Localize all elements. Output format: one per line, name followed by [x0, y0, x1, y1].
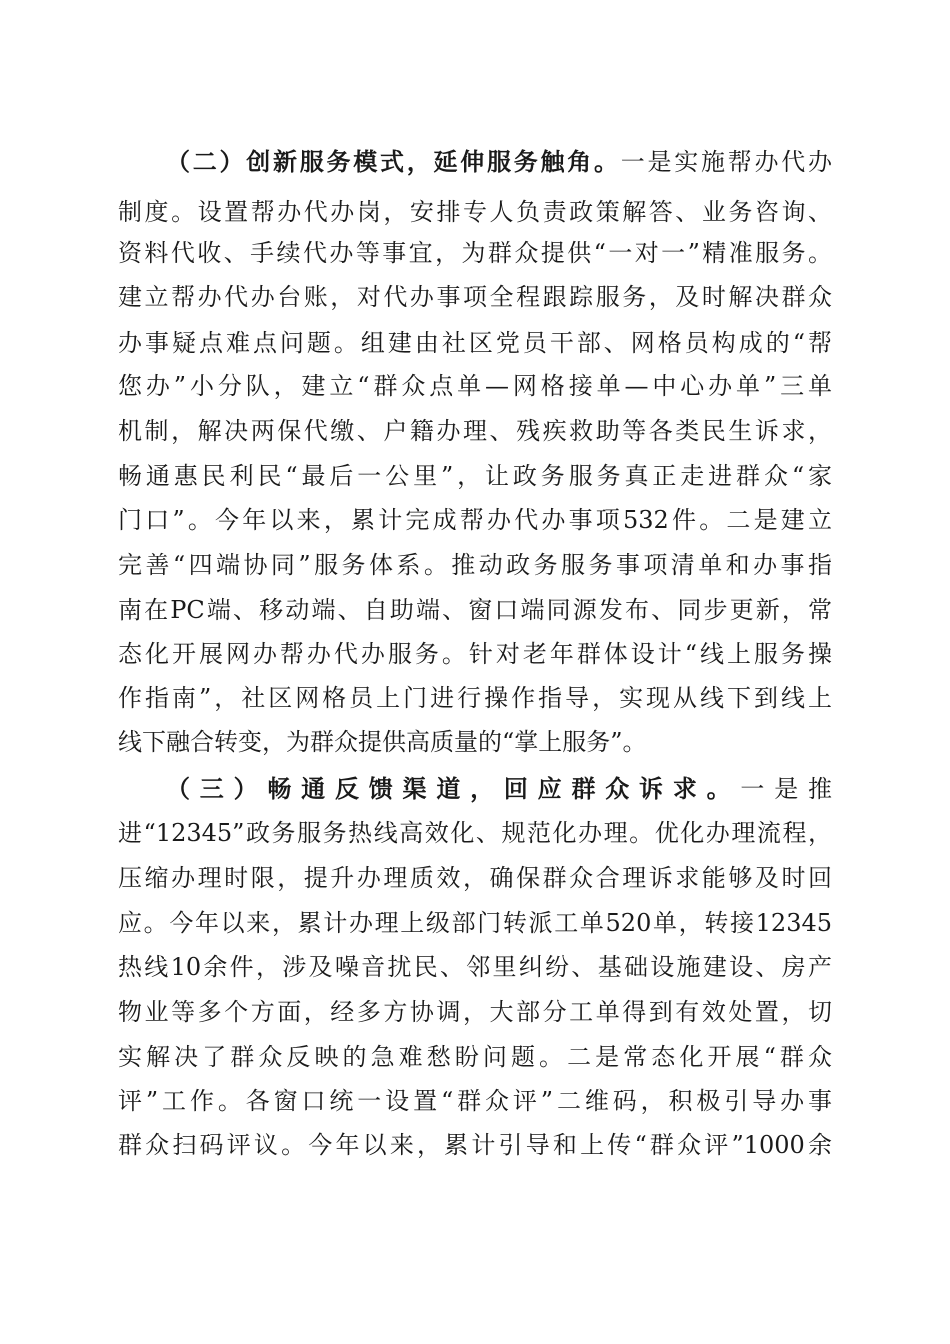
paragraph-line	[166, 769, 832, 809]
paragraph-line: 完善“四端协同”服务体系。推动政务服务事项清单和办事指	[118, 551, 832, 579]
paragraph-line: 态化开展网办帮办代办服务。针对老年群体设计“线上服务操	[118, 640, 832, 668]
paragraph-line: 机制，解决两保代缴、户籍办理、残疾救助等各类民生诉求，	[118, 417, 832, 445]
paragraph-line: 办事疑点难点问题。组建由社区党员干部、网格员构成的“帮	[118, 329, 832, 357]
section-heading: （三）畅通反馈渠道，回应群众诉求。	[166, 774, 741, 803]
paragraph-line: 线下融合转变，为群众提供高质量的“掌上服务”。	[118, 728, 647, 756]
paragraph-line: 畅通惠民利民“最后一公里”，让政务服务真正走进群众“家	[118, 462, 832, 490]
paragraph-line	[166, 142, 832, 182]
text-run: 一是实施帮办代办	[620, 148, 832, 176]
paragraph-line: 物业等多个方面，经多方协调，大部分工单得到有效处置，切	[118, 998, 832, 1026]
paragraph-line: 门口”。今年以来，累计完成帮办代办事项532件。二是建立	[118, 506, 832, 534]
paragraph-line: 实解决了群众反映的急难愁盼问题。二是常态化开展“群众	[118, 1043, 832, 1071]
paragraph-line: 建立帮办代办台账，对代办事项全程跟踪服务，及时解决群众	[118, 283, 832, 311]
paragraph-line: 资料代收、手续代办等事宜，为群众提供“一对一”精准服务。	[118, 239, 832, 267]
paragraph-line: 制度。设置帮办代办岗，安排专人负责政策解答、业务咨询、	[118, 198, 832, 226]
paragraph-line: 应。今年以来，累计办理上级部门转派工单520单，转接12345	[118, 909, 832, 937]
paragraph-line: 压缩办理时限，提升办理质效，确保群众合理诉求能够及时回	[118, 864, 832, 892]
section-heading: （二）创新服务模式，延伸服务触角。	[166, 147, 621, 176]
paragraph-line: 南在PC端、移动端、自助端、窗口端同源发布、同步更新，常	[118, 596, 832, 624]
paragraph-line: 作指南”，社区网格员上门进行操作指导，实现从线下到线上	[118, 684, 832, 712]
paragraph-line: 群众扫码评议。今年以来，累计引导和上传“群众评”1000余	[118, 1131, 832, 1159]
paragraph-line: 热线10余件，涉及噪音扰民、邻里纠纷、基础设施建设、房产	[118, 953, 832, 981]
paragraph-line: 进“12345”政务服务热线高效化、规范化办理。优化办理流程，	[118, 819, 832, 847]
paragraph-line: 您办”小分队，建立“群众点单—网格接单—中心办单”三单	[118, 372, 832, 400]
paragraph-line: 评”工作。各窗口统一设置“群众评”二维码，积极引导办事	[118, 1087, 832, 1115]
text-run: 一是推	[740, 775, 833, 803]
